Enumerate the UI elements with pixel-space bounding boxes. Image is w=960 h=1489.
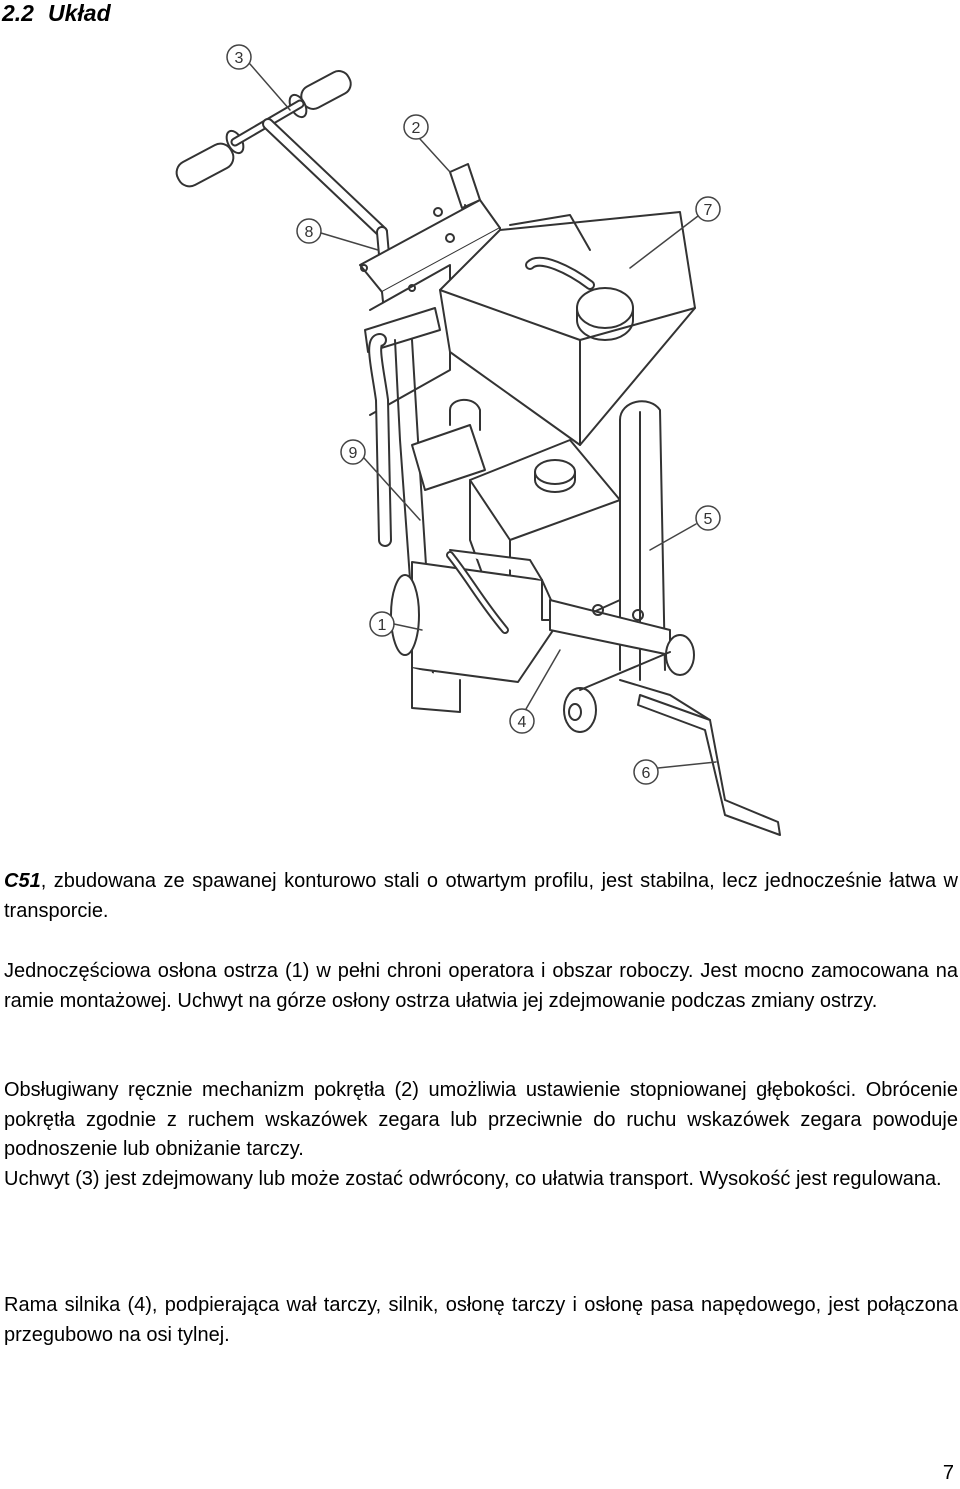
section-title: Układ xyxy=(47,0,111,26)
paragraph-intro-text: , zbudowana ze spawanej konturowo stali o otwartym profilu, jest stabilna, lecz jednocześnie łatwa w transporcie. xyxy=(4,870,958,922)
callout-8: 8 xyxy=(304,224,314,241)
machine-diagram xyxy=(150,40,800,860)
callout-7: 7 xyxy=(703,202,713,219)
blade-guard xyxy=(391,550,560,712)
foot-lever xyxy=(638,695,780,835)
callout-5: 5 xyxy=(703,511,713,528)
paragraph-engine-frame: Rama silnika (4), podpierająca wał tarczy, silnik, osłonę tarczy i osłonę pasa napędowego, jest połączona przegubowo na osi tylnej. xyxy=(4,1294,958,1346)
section-heading xyxy=(2,0,111,27)
paragraph-blade-guard: Jednoczęściowa osłona ostrza (1) w pełni chroni operatora i obszar roboczy. Jest mocno zamocowana na ramie montażowej. Uchwyt na górze osłony ostrza ułatwia jej zdejmowanie podczas zmiany ostrzy. xyxy=(4,960,958,1012)
paragraph-intro xyxy=(4,867,958,926)
callout-4: 4 xyxy=(517,714,527,731)
callout-2: 2 xyxy=(411,120,421,137)
callout-1: 1 xyxy=(377,617,387,634)
callout-6: 6 xyxy=(641,765,651,782)
page-number: 7 xyxy=(942,1462,954,1484)
callout-9: 9 xyxy=(348,445,358,462)
handle-assembly xyxy=(172,67,388,300)
paragraph-depth-knob: Obsługiwany ręcznie mechanizm pokrętła (2) umożliwia ustawienie stopniowanej głębokości. Obrócenie pokrętła zgodnie z ruchem wskazówek zegara lub przeciwnie do ruchu wskazówek zegara powoduje podnoszenie lub obniżanie tarczy. xyxy=(4,1079,958,1160)
section-number: 2.2 xyxy=(2,0,34,26)
callout-3: 3 xyxy=(234,50,244,67)
model-name: C51 xyxy=(4,870,41,892)
paragraph-handle: Uchwyt (3) jest zdejmowany lub może zostać odwrócony, co ułatwia transport. Wysokość jest regulowana. xyxy=(4,1168,942,1190)
